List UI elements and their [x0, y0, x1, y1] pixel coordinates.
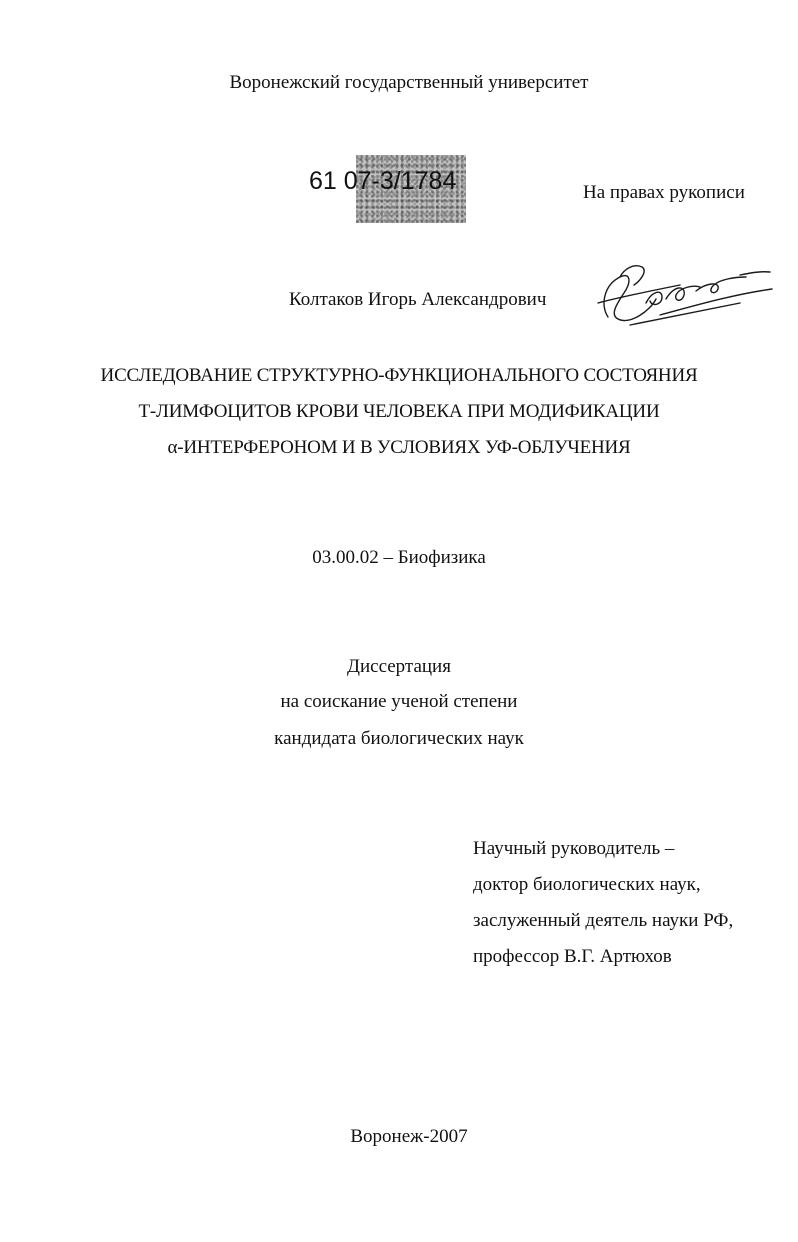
title-line-1: ИССЛЕДОВАНИЕ СТРУКТУРНО-ФУНКЦИОНАЛЬНОГО СОСТОЯНИЯ [100, 365, 698, 386]
university-name: Воронежский государственный университет [229, 72, 589, 93]
title-line-3: α-ИНТЕРФЕРОНОМ И В УСЛОВИЯХ УФ-ОБЛУЧЕНИЯ [167, 437, 631, 458]
rights-note: На правах рукописи [583, 182, 745, 203]
supervisor-line-3: заслуженный деятель науки РФ, [473, 910, 734, 931]
specialty: 03.00.02 – Биофизика [312, 547, 486, 568]
dissertation-line-3: кандидата биологических наук [274, 728, 524, 749]
author-signature [590, 255, 775, 335]
dissertation-line-1: Диссертация [347, 656, 451, 677]
title-line-2: Т-ЛИМФОЦИТОВ КРОВИ ЧЕЛОВЕКА ПРИ МОДИФИКАЦИИ [138, 401, 660, 422]
supervisor-line-1: Научный руководитель – [473, 838, 675, 859]
library-stamp [299, 155, 467, 225]
city-year: Воронеж-2007 [350, 1126, 468, 1147]
dissertation-line-2: на соискание ученой степени [280, 691, 518, 712]
supervisor-line-2: доктор биологических наук, [473, 874, 701, 895]
stamp-code: 61 07-3/1784 [309, 167, 457, 195]
author-name: Колтаков Игорь Александрович [289, 289, 547, 310]
supervisor-line-4: профессор В.Г. Артюхов [473, 946, 672, 967]
